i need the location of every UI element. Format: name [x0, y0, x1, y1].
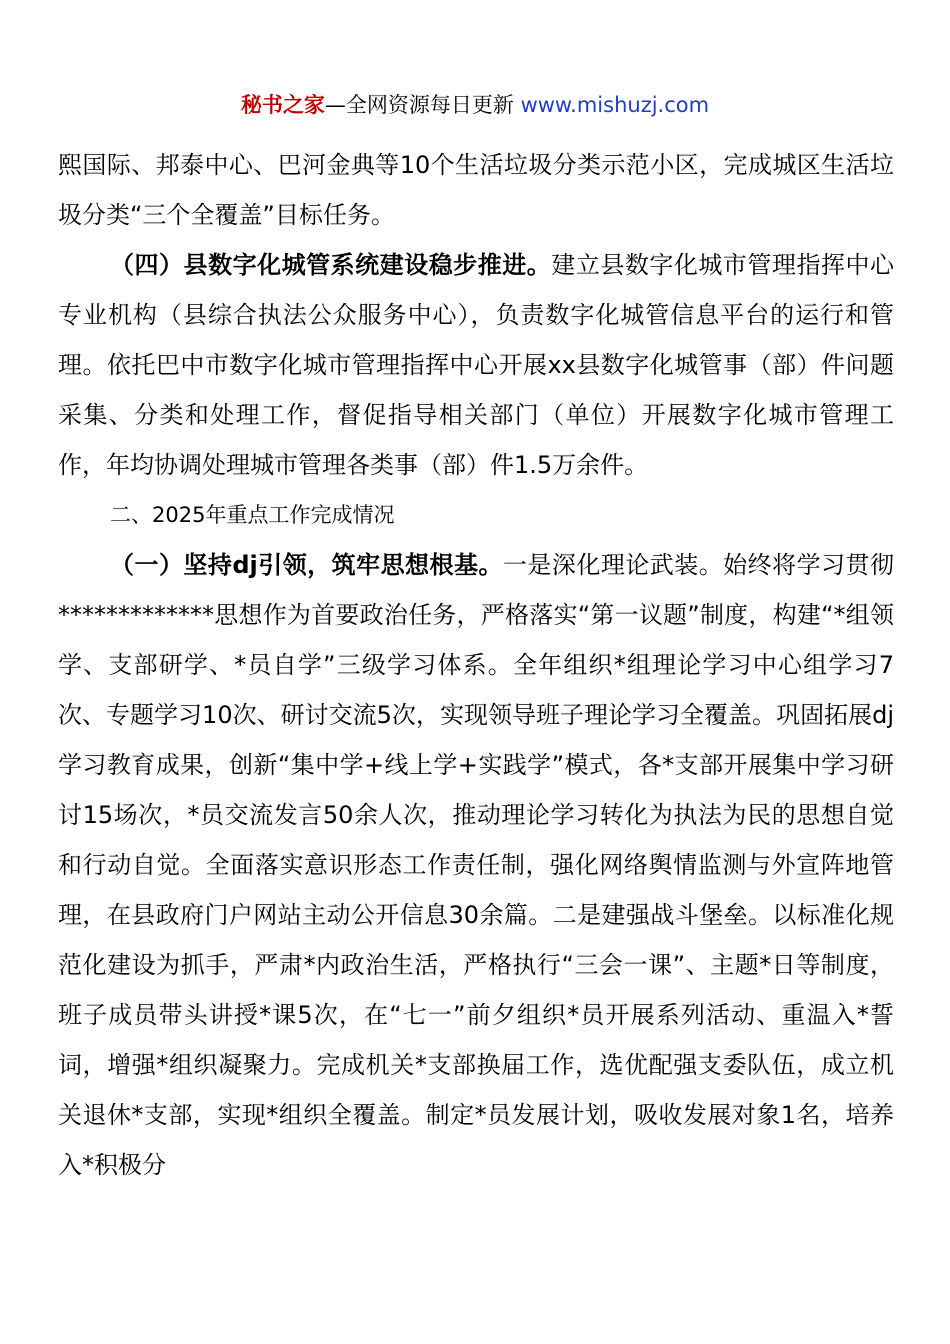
site-header — [0, 88, 950, 122]
paragraph-text: 建立县数字化城市管理指挥中心专业机构（县综合执法公众服务中心），负责数字化城管信息平台的运行和管理。依托巴中市数字化城市管理指挥中心开展xx县数字化城管事（部）件问题采集、分类和处理工作，督促指导相关部门（单位）开展数字化城市管理工作，年均协调处理城市管理各类事（部）件1.5万余件。 — [58, 251, 895, 479]
site-brand: 秘书之家 — [240, 93, 325, 117]
paragraph-continuation: 熙国际、邦泰中心、巴河金典等10个生活垃圾分类示范小区，完成城区生活垃圾分类“三个全覆盖”目标任务。 — [58, 151, 894, 229]
paragraph-digital-city-management — [58, 240, 894, 490]
subsection-heading-1: （一）坚持dj引领，筑牢思想根基。 — [110, 551, 503, 579]
paragraph-text: 一是深化理论武装。始终将学习贯彻*************思想作为首要政治任务，严格落实“第一议题”制度，构建“*组领学、支部研学、*员自学”三级学习体系。全年组织*组理论学习中心组学习7次、专题学习10次、研讨交流5次，实现领导班子理论学习全覆盖。巩固拓展dj学习教育成果，创新“集中学+线上学+实践学”模式，各*支部开展集中学习研讨15场次，*员交流发言50余人次，推动理论学习转化为执法为民的思想自觉和行动自觉。全面落实意识形态工作责任制，强化网络舆情监测与外宣阵地管理，在县政府门户网站主动公开信息30余篇。二是建强战斗堡垒。以标准化规范化建设为抓手，严肃*内政治生活，严格执行“三会一课”、主题*日等制度，班子成员带头讲授*课5次，在“七一”前夕组织*员开展系列活动、重温入*誓词，增强*组织凝聚力。完成机关*支部换届工作，选优配强支委队伍，成立机关退休*支部，实现*组织全覆盖。制定*员发展计划，吸收发展对象1名，培养入*积极分 — [58, 551, 894, 1179]
section-title: 二、2025年重点工作完成情况 — [110, 503, 395, 527]
subsection-heading-4: （四）县数字化城管系统建设稳步推进。 — [110, 251, 552, 279]
site-url-link[interactable]: www.mishuzj.com — [520, 93, 710, 117]
site-tagline: —全网资源每日更新 — [324, 93, 521, 117]
document-body — [58, 140, 894, 1190]
paragraph-party-leadership — [58, 540, 894, 1190]
